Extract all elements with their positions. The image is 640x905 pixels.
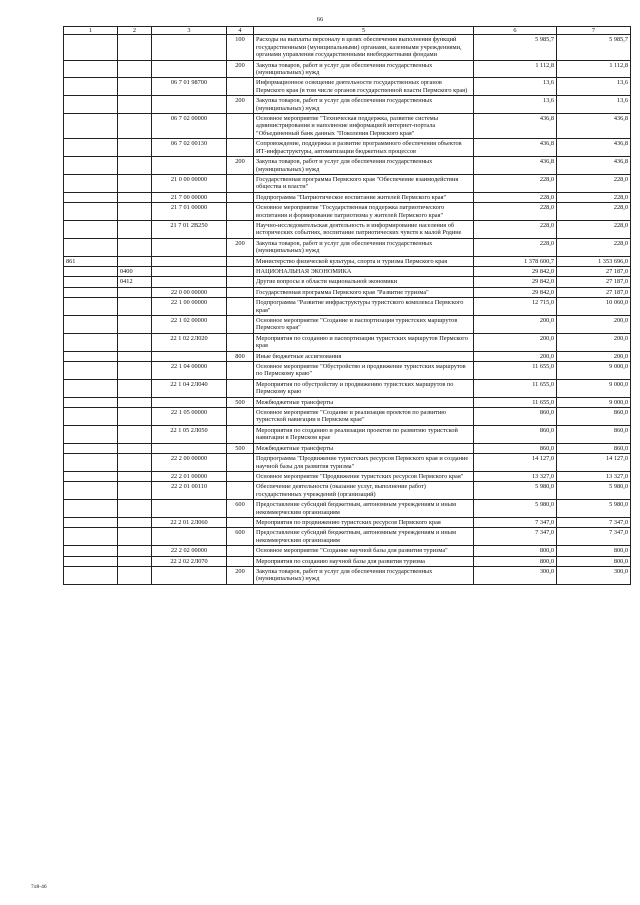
table-row <box>64 266 631 276</box>
col-amount-year1-cell: 200,0 <box>474 333 557 351</box>
col-expense-type-cell <box>227 256 254 266</box>
col-expense-type-cell <box>227 425 254 443</box>
col-amount-year1-cell: 800,0 <box>474 556 557 566</box>
col-expense-type-cell: 200 <box>227 566 254 584</box>
table-row <box>64 157 631 175</box>
col-description-cell: Другие вопросы в области национальной экономики <box>254 277 474 287</box>
table-row <box>64 333 631 351</box>
col-amount-year1-cell: 228,0 <box>474 203 557 221</box>
col-admin-code-cell <box>64 482 118 500</box>
col-amount-year1-cell: 436,8 <box>474 157 557 175</box>
col-target-code-cell <box>152 443 227 453</box>
col-amount-year1-cell: 13,6 <box>474 78 557 96</box>
table-row <box>64 379 631 397</box>
col-section-code-cell <box>118 114 152 139</box>
col-admin-code-cell <box>64 220 118 238</box>
col-admin-code-cell <box>64 556 118 566</box>
col-target-code-cell: 22 2 02 2Л070 <box>152 556 227 566</box>
col-description-cell: Мероприятия по созданию и паспортизации туристских маршрутов Пермского края <box>254 333 474 351</box>
col-amount-year1-cell: 228,0 <box>474 220 557 238</box>
budget-table-container <box>63 26 630 585</box>
col-amount-year2-cell: 27 187,0 <box>557 277 631 287</box>
col-section-code-cell: 0412 <box>118 277 152 287</box>
col-target-code-cell: 22 1 05 00000 <box>152 408 227 426</box>
table-row <box>64 408 631 426</box>
col-amount-year1-cell: 436,8 <box>474 139 557 157</box>
table-row <box>64 556 631 566</box>
table-row <box>64 256 631 266</box>
col-admin-code-cell <box>64 528 118 546</box>
col-target-code-cell: 22 1 02 00000 <box>152 316 227 334</box>
col-section-code-cell <box>118 454 152 472</box>
header-cell-3: 3 <box>152 27 227 35</box>
table-row <box>64 443 631 453</box>
col-expense-type-cell <box>227 517 254 527</box>
col-section-code-cell <box>118 351 152 361</box>
table-row <box>64 351 631 361</box>
col-amount-year2-cell: 9 000,0 <box>557 362 631 380</box>
col-target-code-cell <box>152 157 227 175</box>
col-amount-year2-cell: 860,0 <box>557 425 631 443</box>
table-row <box>64 546 631 556</box>
header-cell-2: 2 <box>118 27 152 35</box>
col-description-cell: Межбюджетные трансферты <box>254 443 474 453</box>
col-amount-year1-cell: 5 980,0 <box>474 500 557 518</box>
col-section-code-cell <box>118 174 152 192</box>
col-amount-year2-cell: 13 327,0 <box>557 471 631 481</box>
col-admin-code-cell <box>64 60 118 78</box>
col-expense-type-cell <box>227 316 254 334</box>
col-expense-type-cell: 800 <box>227 351 254 361</box>
footer-code: 7л8-46 <box>31 884 47 890</box>
col-description-cell: Сопровождение, поддержка и развитие программного обеспечения объектов ИТ-инфраструктуры, автоматизации бюджетных процессов <box>254 139 474 157</box>
col-expense-type-cell <box>227 482 254 500</box>
col-admin-code-cell <box>64 333 118 351</box>
col-expense-type-cell <box>227 220 254 238</box>
col-expense-type-cell <box>227 379 254 397</box>
col-section-code-cell <box>118 546 152 556</box>
col-expense-type-cell <box>227 192 254 202</box>
table-row <box>64 517 631 527</box>
col-section-code-cell <box>118 192 152 202</box>
col-section-code-cell <box>118 408 152 426</box>
table-row <box>64 192 631 202</box>
col-section-code-cell <box>118 238 152 256</box>
col-amount-year2-cell: 5 980,0 <box>557 500 631 518</box>
col-expense-type-cell <box>227 277 254 287</box>
col-amount-year1-cell: 7 347,0 <box>474 528 557 546</box>
col-expense-type-cell <box>227 174 254 192</box>
col-description-cell: Мероприятия по созданию научной базы для развития туризма <box>254 556 474 566</box>
header-cell-4: 4 <box>227 27 254 35</box>
col-description-cell: Информационное освещение деятельности государственных органов Пермского края (в том числе органов государственной власти Пермского края) <box>254 78 474 96</box>
table-row <box>64 287 631 297</box>
col-description-cell: Закупка товаров, работ и услуг для обеспечения государственных (муниципальных) нужд <box>254 96 474 114</box>
col-section-code-cell <box>118 517 152 527</box>
header-row <box>64 27 631 35</box>
col-description-cell: Подпрограмма "Патриотическое воспитание жителей Пермского края" <box>254 192 474 202</box>
col-admin-code-cell <box>64 566 118 584</box>
col-amount-year1-cell: 800,0 <box>474 546 557 556</box>
col-description-cell: Закупка товаров, работ и услуг для обеспечения государственных (муниципальных) нужд <box>254 566 474 584</box>
col-section-code-cell <box>118 425 152 443</box>
col-description-cell: Министерство физической культуры, спорта и туризма Пермского края <box>254 256 474 266</box>
col-description-cell: Основное мероприятие "Создание и реализация проектов по развитию туристской навигации в Пермском крае" <box>254 408 474 426</box>
col-section-code-cell <box>118 298 152 316</box>
col-amount-year1-cell: 860,0 <box>474 443 557 453</box>
col-section-code-cell <box>118 287 152 297</box>
col-amount-year2-cell: 10 060,0 <box>557 298 631 316</box>
col-amount-year2-cell: 860,0 <box>557 443 631 453</box>
col-description-cell: Закупка товаров, работ и услуг для обеспечения государственных (муниципальных) нужд <box>254 157 474 175</box>
col-target-code-cell: 22 2 00 00000 <box>152 454 227 472</box>
col-description-cell: НАЦИОНАЛЬНАЯ ЭКОНОМИКА <box>254 266 474 276</box>
col-amount-year2-cell: 13,6 <box>557 78 631 96</box>
col-target-code-cell: 22 1 02 2Л020 <box>152 333 227 351</box>
col-amount-year2-cell: 860,0 <box>557 408 631 426</box>
col-amount-year2-cell: 1 112,8 <box>557 60 631 78</box>
budget-table <box>63 26 631 585</box>
col-admin-code-cell <box>64 425 118 443</box>
col-target-code-cell: 22 1 00 00000 <box>152 298 227 316</box>
col-expense-type-cell <box>227 333 254 351</box>
col-target-code-cell <box>152 566 227 584</box>
col-description-cell: Основное мероприятие "Техническая поддержка, развитие системы администрирования и наполнение информацией интернет-портала "Объединенный банк данных "Поколения Пермского края" <box>254 114 474 139</box>
col-target-code-cell: 06 7 02 00130 <box>152 139 227 157</box>
col-section-code-cell <box>118 139 152 157</box>
col-description-cell: Основное мероприятие "Создание и паспортизация туристских маршрутов Пермского края" <box>254 316 474 334</box>
col-admin-code-cell <box>64 238 118 256</box>
col-amount-year2-cell: 1 353 696,0 <box>557 256 631 266</box>
col-amount-year1-cell: 29 842,0 <box>474 277 557 287</box>
col-target-code-cell: 21 7 01 00000 <box>152 203 227 221</box>
col-description-cell: Государственная программа Пермского края "Развитие туризма" <box>254 287 474 297</box>
col-expense-type-cell <box>227 471 254 481</box>
col-expense-type-cell <box>227 546 254 556</box>
header-cell-6: 6 <box>474 27 557 35</box>
col-description-cell: Научно-исследовательская деятельность и информирование населения об исторических событиях, воспитание патриотических чувств к малой Родине <box>254 220 474 238</box>
col-admin-code-cell <box>64 277 118 287</box>
col-amount-year2-cell: 228,0 <box>557 220 631 238</box>
col-expense-type-cell <box>227 203 254 221</box>
col-target-code-cell <box>152 528 227 546</box>
col-amount-year1-cell: 200,0 <box>474 351 557 361</box>
col-section-code-cell <box>118 482 152 500</box>
col-admin-code-cell <box>64 379 118 397</box>
col-description-cell: Основное мероприятие "Продвижение туристских ресурсов Пермского края" <box>254 471 474 481</box>
col-amount-year2-cell: 436,8 <box>557 139 631 157</box>
col-section-code-cell <box>118 35 152 60</box>
col-admin-code-cell <box>64 35 118 60</box>
col-expense-type-cell: 200 <box>227 238 254 256</box>
col-admin-code-cell <box>64 96 118 114</box>
col-admin-code-cell <box>64 78 118 96</box>
col-section-code-cell: 0400 <box>118 266 152 276</box>
table-row <box>64 566 631 584</box>
col-section-code-cell <box>118 362 152 380</box>
col-amount-year1-cell: 29 842,0 <box>474 287 557 297</box>
col-description-cell: Межбюджетные трансферты <box>254 397 474 407</box>
col-expense-type-cell: 500 <box>227 397 254 407</box>
col-expense-type-cell <box>227 287 254 297</box>
col-expense-type-cell <box>227 408 254 426</box>
col-target-code-cell <box>152 266 227 276</box>
table-row <box>64 114 631 139</box>
col-target-code-cell: 06 7 01 98700 <box>152 78 227 96</box>
page-number: 66 <box>316 16 324 23</box>
col-expense-type-cell: 600 <box>227 528 254 546</box>
col-admin-code-cell: 861 <box>64 256 118 266</box>
col-expense-type-cell <box>227 139 254 157</box>
col-description-cell: Иные бюджетные ассигнования <box>254 351 474 361</box>
col-target-code-cell: 21 7 00 00000 <box>152 192 227 202</box>
col-description-cell: Подпрограмма "Развитие инфраструктуры туристского комплекса Пермского края" <box>254 298 474 316</box>
col-amount-year1-cell: 860,0 <box>474 425 557 443</box>
col-amount-year1-cell: 12 715,0 <box>474 298 557 316</box>
col-section-code-cell <box>118 443 152 453</box>
col-target-code-cell: 21 0 00 00000 <box>152 174 227 192</box>
col-section-code-cell <box>118 220 152 238</box>
col-amount-year2-cell: 200,0 <box>557 351 631 361</box>
col-target-code-cell: 22 2 02 00000 <box>152 546 227 556</box>
col-section-code-cell <box>118 96 152 114</box>
col-amount-year1-cell: 11 655,0 <box>474 397 557 407</box>
col-admin-code-cell <box>64 174 118 192</box>
col-admin-code-cell <box>64 114 118 139</box>
col-amount-year1-cell: 200,0 <box>474 316 557 334</box>
col-expense-type-cell: 200 <box>227 60 254 78</box>
col-amount-year2-cell: 300,0 <box>557 566 631 584</box>
col-expense-type-cell <box>227 114 254 139</box>
col-admin-code-cell <box>64 351 118 361</box>
col-description-cell: Предоставление субсидий бюджетным, автономным учреждениям и иным некоммерческим организациям <box>254 500 474 518</box>
col-target-code-cell <box>152 397 227 407</box>
col-description-cell: Основное мероприятие "Обустройство и продвижение туристских маршрутов по Пермскому краю" <box>254 362 474 380</box>
col-target-code-cell <box>152 351 227 361</box>
col-amount-year1-cell: 228,0 <box>474 238 557 256</box>
col-expense-type-cell <box>227 78 254 96</box>
table-row <box>64 454 631 472</box>
col-target-code-cell <box>152 60 227 78</box>
col-admin-code-cell <box>64 203 118 221</box>
col-section-code-cell <box>118 556 152 566</box>
table-header <box>64 27 631 35</box>
col-amount-year1-cell: 13,6 <box>474 96 557 114</box>
col-section-code-cell <box>118 528 152 546</box>
col-amount-year2-cell: 27 187,0 <box>557 266 631 276</box>
table-row <box>64 482 631 500</box>
col-amount-year2-cell: 228,0 <box>557 203 631 221</box>
col-admin-code-cell <box>64 517 118 527</box>
col-expense-type-cell <box>227 266 254 276</box>
table-row <box>64 174 631 192</box>
col-amount-year2-cell: 27 187,0 <box>557 287 631 297</box>
col-amount-year2-cell: 228,0 <box>557 174 631 192</box>
col-admin-code-cell <box>64 316 118 334</box>
col-amount-year2-cell: 800,0 <box>557 546 631 556</box>
col-description-cell: Обеспечение деятельности (оказание услуг, выполнение работ) государственных учреждений (организаций) <box>254 482 474 500</box>
col-amount-year2-cell: 228,0 <box>557 238 631 256</box>
col-amount-year2-cell: 5 985,7 <box>557 35 631 60</box>
table-row <box>64 471 631 481</box>
col-section-code-cell <box>118 203 152 221</box>
col-amount-year2-cell: 436,8 <box>557 157 631 175</box>
col-section-code-cell <box>118 500 152 518</box>
table-row <box>64 238 631 256</box>
col-expense-type-cell <box>227 454 254 472</box>
col-target-code-cell <box>152 500 227 518</box>
col-section-code-cell <box>118 78 152 96</box>
col-amount-year1-cell: 228,0 <box>474 192 557 202</box>
col-section-code-cell <box>118 471 152 481</box>
col-admin-code-cell <box>64 287 118 297</box>
col-target-code-cell: 22 1 04 2Л040 <box>152 379 227 397</box>
col-expense-type-cell <box>227 362 254 380</box>
col-amount-year1-cell: 5 980,0 <box>474 482 557 500</box>
col-amount-year2-cell: 13,6 <box>557 96 631 114</box>
col-amount-year2-cell: 7 347,0 <box>557 528 631 546</box>
col-target-code-cell <box>152 35 227 60</box>
table-row <box>64 298 631 316</box>
col-target-code-cell: 22 2 01 00110 <box>152 482 227 500</box>
col-amount-year2-cell: 800,0 <box>557 556 631 566</box>
col-target-code-cell: 22 2 01 2Л060 <box>152 517 227 527</box>
col-description-cell: Государственная программа Пермского края "Обеспечение взаимодействия общества и власти" <box>254 174 474 192</box>
col-amount-year2-cell: 9 000,0 <box>557 379 631 397</box>
table-row <box>64 316 631 334</box>
col-amount-year1-cell: 1 112,8 <box>474 60 557 78</box>
table-row <box>64 60 631 78</box>
col-admin-code-cell <box>64 362 118 380</box>
col-amount-year2-cell: 7 347,0 <box>557 517 631 527</box>
header-cell-1: 1 <box>64 27 118 35</box>
col-amount-year1-cell: 14 127,0 <box>474 454 557 472</box>
col-admin-code-cell <box>64 500 118 518</box>
col-description-cell: Основное мероприятие "Государственная поддержка патриотического воспитания и формирование патриотизма у жителей Пермского края" <box>254 203 474 221</box>
col-expense-type-cell <box>227 556 254 566</box>
col-admin-code-cell <box>64 157 118 175</box>
col-amount-year1-cell: 11 655,0 <box>474 379 557 397</box>
col-target-code-cell <box>152 277 227 287</box>
table-row <box>64 139 631 157</box>
col-target-code-cell: 22 0 00 00000 <box>152 287 227 297</box>
col-expense-type-cell: 200 <box>227 157 254 175</box>
col-admin-code-cell <box>64 408 118 426</box>
col-description-cell: Закупка товаров, работ и услуг для обеспечения государственных (муниципальных) нужд <box>254 238 474 256</box>
table-body <box>64 35 631 584</box>
col-amount-year2-cell: 436,8 <box>557 114 631 139</box>
col-amount-year2-cell: 14 127,0 <box>557 454 631 472</box>
col-section-code-cell <box>118 566 152 584</box>
col-amount-year1-cell: 300,0 <box>474 566 557 584</box>
col-admin-code-cell <box>64 192 118 202</box>
table-row <box>64 277 631 287</box>
col-amount-year2-cell: 200,0 <box>557 333 631 351</box>
col-admin-code-cell <box>64 546 118 556</box>
col-amount-year1-cell: 436,8 <box>474 114 557 139</box>
col-section-code-cell <box>118 333 152 351</box>
col-target-code-cell: 21 7 01 2В250 <box>152 220 227 238</box>
col-admin-code-cell <box>64 471 118 481</box>
col-section-code-cell <box>118 379 152 397</box>
col-expense-type-cell: 200 <box>227 96 254 114</box>
col-expense-type-cell <box>227 298 254 316</box>
col-description-cell: Закупка товаров, работ и услуг для обеспечения государственных (муниципальных) нужд <box>254 60 474 78</box>
col-amount-year1-cell: 7 347,0 <box>474 517 557 527</box>
col-admin-code-cell <box>64 443 118 453</box>
col-amount-year2-cell: 9 000,0 <box>557 397 631 407</box>
col-section-code-cell <box>118 316 152 334</box>
table-row <box>64 96 631 114</box>
col-description-cell: Предоставление субсидий бюджетным, автономным учреждениям и иным некоммерческим организациям <box>254 528 474 546</box>
col-description-cell: Расходы на выплаты персоналу в целях обеспечения выполнения функций государственными (муниципальными) органами, казенными учреждениями, органами управления государственными внебюджетными фондами <box>254 35 474 60</box>
col-amount-year2-cell: 228,0 <box>557 192 631 202</box>
col-description-cell: Мероприятия по продвижению туристских ресурсов Пермского края <box>254 517 474 527</box>
col-admin-code-cell <box>64 266 118 276</box>
col-target-code-cell <box>152 238 227 256</box>
col-section-code-cell <box>118 60 152 78</box>
header-cell-7: 7 <box>557 27 631 35</box>
col-description-cell: Мероприятия по обустройству и продвижению туристских маршрутов по Пермскому краю <box>254 379 474 397</box>
col-section-code-cell <box>118 397 152 407</box>
col-target-code-cell: 06 7 02 00000 <box>152 114 227 139</box>
col-target-code-cell <box>152 96 227 114</box>
table-row <box>64 220 631 238</box>
table-row <box>64 35 631 60</box>
col-admin-code-cell <box>64 454 118 472</box>
table-row <box>64 203 631 221</box>
col-amount-year1-cell: 11 655,0 <box>474 362 557 380</box>
col-admin-code-cell <box>64 139 118 157</box>
col-section-code-cell <box>118 157 152 175</box>
table-row <box>64 425 631 443</box>
col-target-code-cell: 22 2 01 00000 <box>152 471 227 481</box>
col-amount-year1-cell: 228,0 <box>474 174 557 192</box>
col-admin-code-cell <box>64 397 118 407</box>
col-amount-year2-cell: 200,0 <box>557 316 631 334</box>
col-amount-year1-cell: 29 842,0 <box>474 266 557 276</box>
col-section-code-cell <box>118 256 152 266</box>
col-target-code-cell: 22 1 04 00000 <box>152 362 227 380</box>
col-description-cell: Основное мероприятие "Создание научной базы для развития туризма" <box>254 546 474 556</box>
col-description-cell: Подпрограмма "Продвижение туристских ресурсов Пермского края и создание научной базы для развития туризма" <box>254 454 474 472</box>
col-expense-type-cell: 600 <box>227 500 254 518</box>
col-expense-type-cell: 500 <box>227 443 254 453</box>
table-row <box>64 78 631 96</box>
col-target-code-cell: 22 1 05 2Л050 <box>152 425 227 443</box>
col-amount-year1-cell: 5 985,7 <box>474 35 557 60</box>
col-expense-type-cell: 100 <box>227 35 254 60</box>
col-amount-year1-cell: 1 378 600,7 <box>474 256 557 266</box>
col-target-code-cell <box>152 256 227 266</box>
col-amount-year1-cell: 13 327,0 <box>474 471 557 481</box>
col-amount-year2-cell: 5 980,0 <box>557 482 631 500</box>
col-admin-code-cell <box>64 298 118 316</box>
col-amount-year1-cell: 860,0 <box>474 408 557 426</box>
table-row <box>64 397 631 407</box>
col-description-cell: Мероприятия по созданию и реализации проектов по развитию туристской навигации в Пермском крае <box>254 425 474 443</box>
header-cell-5: 5 <box>254 27 474 35</box>
table-row <box>64 362 631 380</box>
table-row <box>64 528 631 546</box>
table-row <box>64 500 631 518</box>
